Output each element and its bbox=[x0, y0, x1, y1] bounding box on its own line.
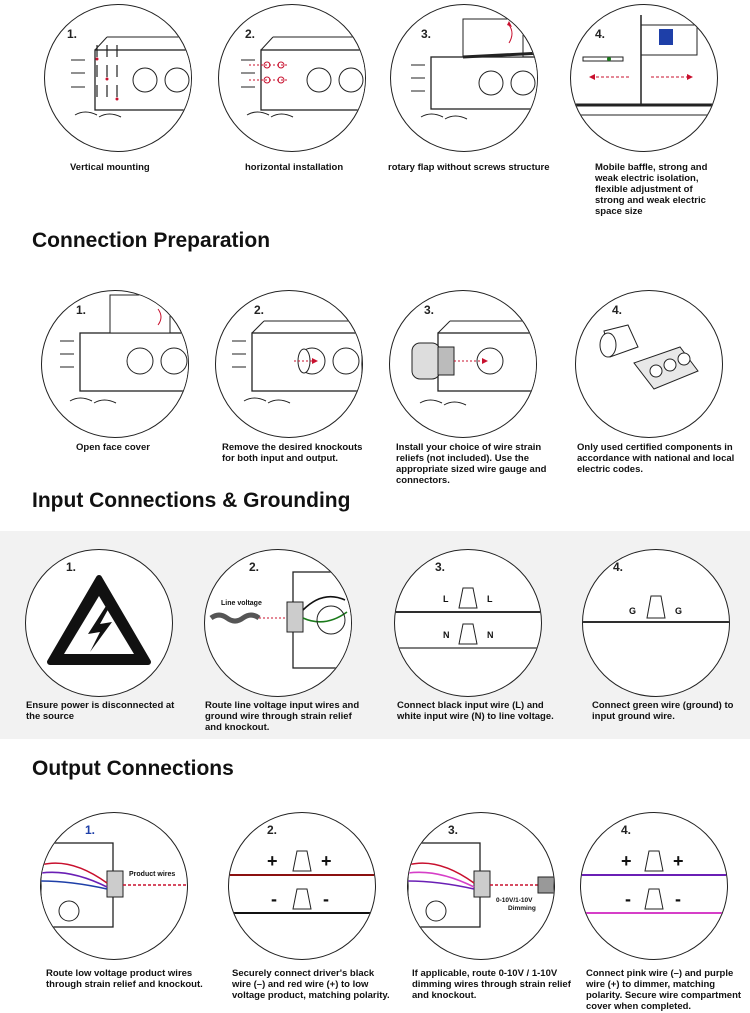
box-illustration bbox=[408, 813, 554, 959]
dimming-label-range: 0-10V/1-10V bbox=[496, 897, 533, 904]
diagram-install-strain-reliefs bbox=[389, 290, 537, 438]
step-number: 2. bbox=[254, 303, 265, 317]
caption-install-strain-reliefs: Install your choice of wire strain reliefs (not included). Use the appropriate sized wire gauge and connectors. bbox=[396, 442, 547, 486]
plus-left: + bbox=[621, 851, 632, 871]
step-number: 4. bbox=[613, 560, 624, 574]
caption-route-product-wires: Route low voltage product wires through strain relief and knockout. bbox=[46, 968, 203, 990]
wire-nut-illustration bbox=[395, 550, 541, 696]
label-n-right: N bbox=[487, 630, 494, 640]
diagram-remove-knockouts bbox=[215, 290, 363, 438]
caption-route-dimming-wires: If applicable, route 0-10V / 1-10V dimming wires through strain relief and knockout. bbox=[412, 968, 571, 1001]
step-number: 3. bbox=[435, 560, 446, 574]
high-voltage-icon bbox=[26, 550, 172, 696]
caption-open-face-cover: Open face cover bbox=[76, 442, 150, 453]
diagram-rotary-flap bbox=[390, 4, 538, 152]
box-illustration bbox=[45, 5, 191, 151]
minus-right: - bbox=[675, 889, 681, 909]
diagram-horizontal-installation bbox=[218, 4, 366, 152]
step-number: 1. bbox=[85, 823, 96, 837]
box-illustration bbox=[216, 291, 362, 437]
box-illustration bbox=[390, 291, 536, 437]
box-illustration bbox=[42, 291, 188, 437]
caption-connect-ground: Connect green wire (ground) to input ground wire. bbox=[592, 700, 734, 722]
caption-rotary-flap: rotary flap without screws structure bbox=[388, 162, 550, 173]
wire-nut-illustration bbox=[581, 813, 727, 959]
section-title-connection-preparation: Connection Preparation bbox=[32, 229, 271, 252]
caption-route-line-voltage: Route line voltage input wires and ground wire through strain relief and knockout. bbox=[205, 700, 360, 733]
caption-vertical-mounting: Vertical mounting bbox=[70, 162, 150, 173]
step-number: 4. bbox=[621, 823, 632, 837]
step-number: 1. bbox=[76, 303, 87, 317]
step-number: 3. bbox=[421, 27, 432, 41]
box-illustration bbox=[391, 5, 537, 151]
connector-illustration bbox=[576, 291, 722, 437]
label-l-left: L bbox=[443, 594, 449, 604]
product-wires-label: Product wires bbox=[129, 871, 176, 878]
label-g-left: G bbox=[629, 606, 637, 616]
diagram-route-line-voltage bbox=[204, 549, 352, 697]
plus-left: + bbox=[267, 851, 278, 871]
minus-left: - bbox=[625, 889, 631, 909]
step-number: 2. bbox=[245, 27, 256, 41]
diagram-mobile-baffle bbox=[570, 4, 718, 152]
minus-left: - bbox=[271, 889, 277, 909]
dimming-label-text: Dimming bbox=[508, 905, 536, 912]
caption-mobile-baffle: Mobile baffle, strong and weak electric isolation, flexible adjustment of strong and weak electric space size bbox=[595, 162, 708, 217]
wire-nut-illustration bbox=[229, 813, 375, 959]
diagram-route-product-wires bbox=[40, 812, 188, 960]
diagram-connect-ground bbox=[582, 549, 730, 697]
diagram-certified-components bbox=[575, 290, 723, 438]
caption-connect-dimmer: Connect pink wire (–) and purple wire (+) to dimmer, matching polarity. Secure wire compartment cover when completed. bbox=[586, 968, 742, 1012]
box-illustration bbox=[205, 550, 351, 696]
plus-right: + bbox=[673, 851, 684, 871]
step-number: 2. bbox=[267, 823, 278, 837]
step-number: 3. bbox=[448, 823, 459, 837]
wire-nut-illustration bbox=[583, 550, 729, 696]
line-voltage-label: Line voltage bbox=[221, 600, 262, 607]
diagram-connect-line-neutral bbox=[394, 549, 542, 697]
step-number: 1. bbox=[67, 27, 78, 41]
box-illustration bbox=[219, 5, 365, 151]
diagram-open-face-cover bbox=[41, 290, 189, 438]
step-number: 4. bbox=[595, 27, 606, 41]
diagram-connect-dimmer bbox=[580, 812, 728, 960]
caption-power-disconnected: Ensure power is disconnected at the source bbox=[26, 700, 175, 722]
caption-connect-line-neutral: Connect black input wire (L) and white input wire (N) to line voltage. bbox=[397, 700, 554, 722]
plus-right: + bbox=[321, 851, 332, 871]
step-number: 4. bbox=[612, 303, 623, 317]
caption-remove-knockouts: Remove the desired knockouts for both input and output. bbox=[222, 442, 363, 464]
caption-connect-polarity: Securely connect driver's black wire (–) and red wire (+) to low voltage product, matching polarity. bbox=[232, 968, 390, 1001]
minus-right: - bbox=[323, 889, 329, 909]
diagram-power-disconnected bbox=[25, 549, 173, 697]
baffle-illustration bbox=[571, 5, 717, 151]
label-n-left: N bbox=[443, 630, 450, 640]
section-title-output-connections: Output Connections bbox=[32, 757, 234, 780]
section-title-input-connections: Input Connections & Grounding bbox=[32, 489, 351, 512]
step-number: 2. bbox=[249, 560, 260, 574]
diagram-vertical-mounting bbox=[44, 4, 192, 152]
box-illustration bbox=[41, 813, 187, 959]
step-number: 1. bbox=[66, 560, 77, 574]
label-l-right: L bbox=[487, 594, 493, 604]
caption-certified-components: Only used certified components in accordance with national and local electric codes. bbox=[577, 442, 735, 475]
caption-horizontal-installation: horizontal installation bbox=[245, 162, 344, 173]
label-g-right: G bbox=[675, 606, 683, 616]
diagram-connect-polarity bbox=[228, 812, 376, 960]
step-number: 3. bbox=[424, 303, 435, 317]
diagram-route-dimming-wires bbox=[407, 812, 555, 960]
